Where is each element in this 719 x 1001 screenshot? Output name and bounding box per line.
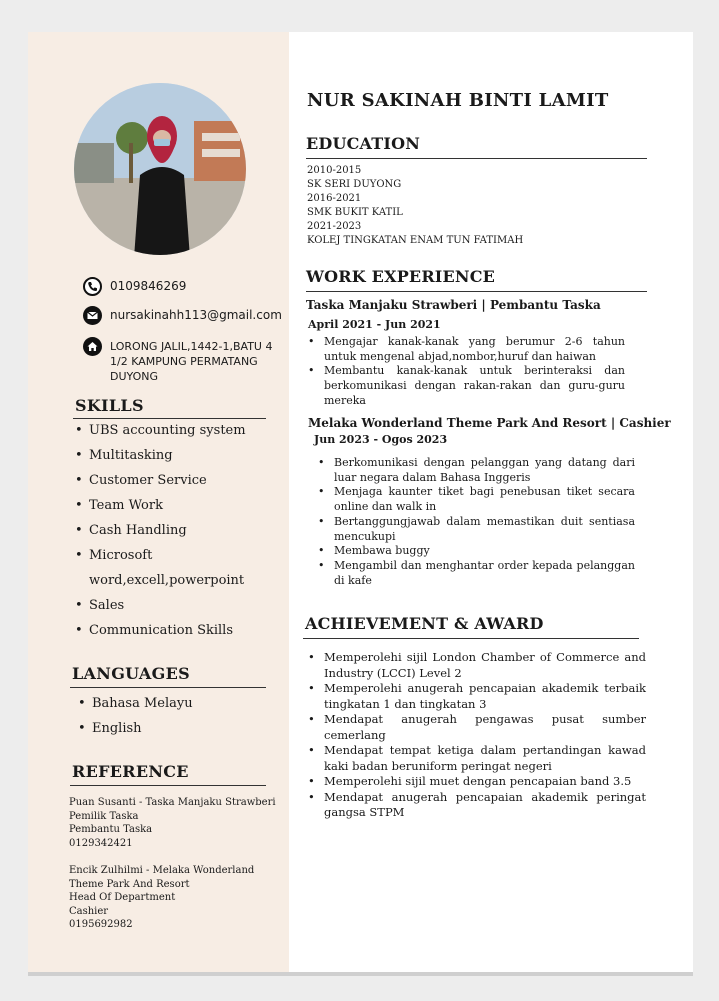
reference-line: Cashier bbox=[69, 905, 109, 917]
education-heading: EDUCATION bbox=[306, 134, 421, 153]
education-line: SK SERI DUYONG bbox=[307, 179, 402, 190]
reference-rule bbox=[70, 785, 266, 786]
duty-item: • Bertanggungjawab dalam memastikan duit sentiasa mencukupi bbox=[318, 515, 635, 544]
achievement-item: • Mendapat anugerah pengawas pusat sumber cemerlang bbox=[308, 712, 646, 743]
job-title: Melaka Wonderland Theme Park And Resort | Cashier bbox=[308, 416, 671, 430]
achievement-list bbox=[308, 650, 646, 821]
work-heading: WORK EXPERIENCE bbox=[306, 267, 496, 286]
job-date: April 2021 - Jun 2021 bbox=[308, 318, 441, 331]
home-address: LORONG JALIL,1442-1,BATU 4 1/2 KAMPUNG PERMATANG DUYONG bbox=[110, 340, 273, 383]
job-duties bbox=[318, 456, 635, 588]
achievement-item: • Mendapat tempat ketiga dalam pertandingan kawad kaki badan beruniform peringat negeri bbox=[308, 743, 646, 774]
languages-heading: LANGUAGES bbox=[72, 664, 190, 683]
education-line: 2016-2021 bbox=[307, 193, 362, 204]
job-title: Taska Manjaku Strawberi | Pembantu Taska bbox=[306, 298, 601, 312]
skills-heading: SKILLS bbox=[75, 396, 144, 415]
skill-item: • Sales bbox=[75, 593, 280, 618]
page-shadow bbox=[28, 972, 693, 976]
email-address: nursakinahh113@gmail.com bbox=[110, 308, 282, 322]
work-rule bbox=[306, 291, 647, 292]
reference-list bbox=[69, 796, 279, 932]
skill-item: • Microsoft bbox=[75, 543, 280, 568]
skill-item: • Team Work bbox=[75, 493, 280, 518]
education-line: SMK BUKIT KATIL bbox=[307, 207, 403, 218]
duty-item: • Membawa buggy bbox=[318, 544, 635, 559]
duty-item: • Berkomunikasi dengan pelanggan yang datang dari luar negara dalam Bahasa Inggeris bbox=[318, 456, 635, 485]
skill-item: • Customer Service bbox=[75, 468, 280, 493]
skill-item: • Cash Handling bbox=[75, 518, 280, 543]
achievement-rule bbox=[303, 638, 639, 639]
reference-line: Head Of Department bbox=[69, 892, 176, 904]
reference-line: Pemilik Taska bbox=[69, 810, 139, 822]
achievement-item: • Memperolehi sijil muet dengan pencapaian band 3.5 bbox=[308, 774, 646, 790]
job-date: Jun 2023 - Ogos 2023 bbox=[314, 433, 448, 446]
resume-page bbox=[28, 32, 693, 972]
profile-photo bbox=[74, 83, 246, 255]
education-line: 2021-2023 bbox=[307, 221, 362, 232]
duty-item: • Menjaga kaunter tiket bagi penebusan tiket secara online dan walk in bbox=[318, 485, 635, 514]
phone-number: 0109846269 bbox=[110, 279, 187, 293]
email-icon bbox=[83, 306, 102, 325]
education-line: 2010-2015 bbox=[307, 165, 362, 176]
duty-item: • Membantu kanak-kanak untuk berinteraksi dan berkomunikasi dengan rakan-rakan dan guru-guru mereka bbox=[308, 364, 625, 408]
skill-item-continued: word,excell,powerpoint bbox=[89, 573, 245, 588]
skill-item: • UBS accounting system bbox=[75, 418, 280, 443]
language-item: • English bbox=[78, 716, 278, 741]
main-content bbox=[289, 32, 693, 972]
achievement-item: • Mendapat anugerah pencapaian akademik peringat gangsa STPM bbox=[308, 790, 646, 821]
phone-icon bbox=[83, 277, 102, 296]
reference-heading: REFERENCE bbox=[72, 762, 189, 781]
education-line: KOLEJ TINGKATAN ENAM TUN FATIMAH bbox=[307, 235, 524, 246]
duty-item: • Mengambil dan menghantar order kepada pelanggan di kafe bbox=[318, 559, 635, 588]
languages-rule bbox=[70, 687, 266, 688]
reference-line: Puan Susanti - Taska Manjaku Strawberi bbox=[69, 797, 276, 808]
skills-list bbox=[75, 418, 280, 643]
skill-item: • Communication Skills bbox=[75, 618, 280, 643]
sidebar bbox=[28, 32, 289, 972]
reference-line: 0129342421 bbox=[69, 837, 133, 849]
achievement-item: • Memperolehi anugerah pencapaian akademik terbaik tingkatan 1 dan tingkatan 3 bbox=[308, 681, 646, 712]
education-list bbox=[307, 164, 523, 248]
reference-line: Encik Zulhilmi - Melaka Wonderland bbox=[69, 864, 255, 876]
achievement-heading: ACHIEVEMENT & AWARD bbox=[305, 614, 544, 633]
education-rule bbox=[306, 158, 647, 159]
skill-item: • Multitasking bbox=[75, 443, 280, 468]
duty-item: • Mengajar kanak-kanak yang berumur 2-6 tahun untuk mengenal abjad,nombor,huruf dan haiwan bbox=[308, 335, 625, 364]
home-icon bbox=[83, 337, 102, 356]
language-item: • Bahasa Melayu bbox=[78, 691, 278, 716]
candidate-name: NUR SAKINAH BINTI LAMIT bbox=[307, 90, 609, 111]
reference-line: Theme Park And Resort bbox=[69, 878, 190, 890]
reference-line: Pembantu Taska bbox=[69, 824, 153, 836]
job-duties bbox=[308, 335, 625, 409]
reference-line: 0195692982 bbox=[69, 919, 133, 931]
languages-list bbox=[78, 691, 278, 741]
achievement-item: • Memperolehi sijil London Chamber of Commerce and Industry (LCCI) Level 2 bbox=[308, 650, 646, 681]
